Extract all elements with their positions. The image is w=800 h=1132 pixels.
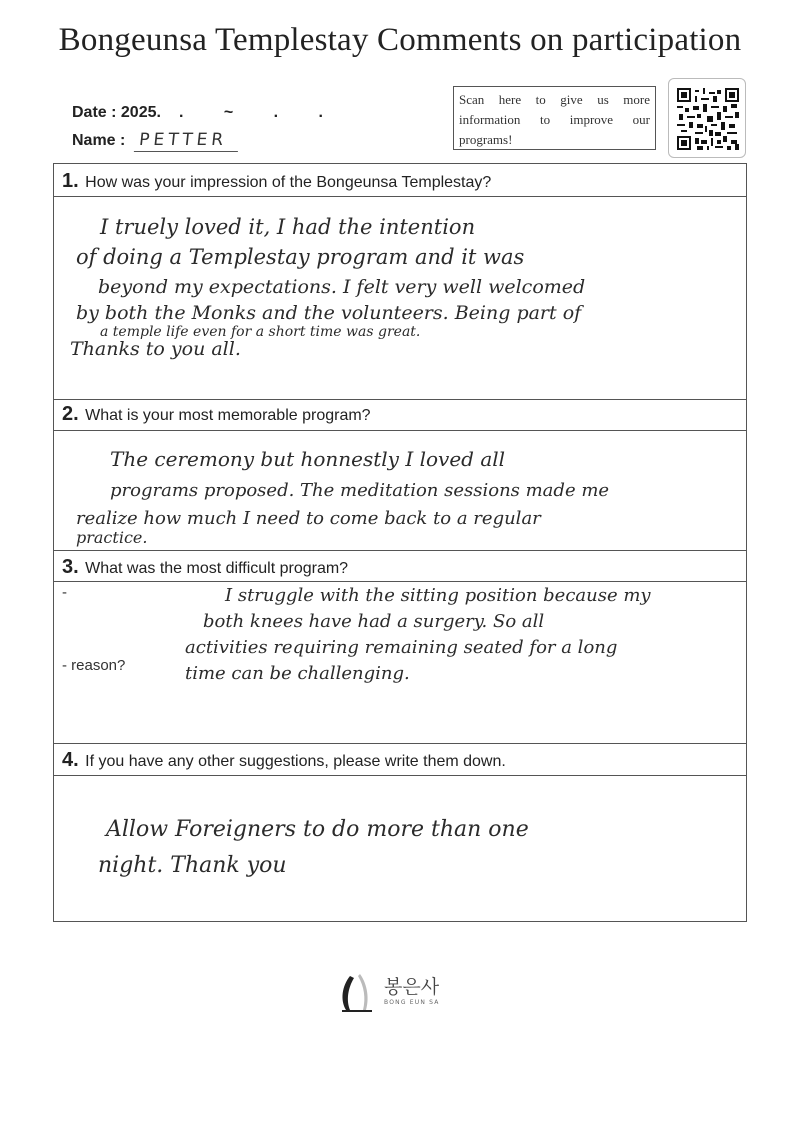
- answer-line: activities requiring remaining seated for a long: [185, 637, 618, 658]
- date-placeholder: . ~ . .: [178, 104, 341, 121]
- question-number: 4.: [62, 749, 79, 771]
- bongeunsa-logo: [336, 968, 466, 1018]
- date-label: Date : 2025.: [72, 104, 161, 121]
- question-text: How was your impression of the Bongeunsa Templestay?: [85, 174, 492, 191]
- answer-line: night. Thank you: [98, 853, 287, 878]
- divider: [53, 743, 747, 744]
- question-4: [62, 749, 506, 772]
- qr-code-icon[interactable]: [668, 78, 746, 158]
- divider: [53, 196, 747, 197]
- answer-1: [70, 212, 740, 358]
- answer-line: of doing a Templestay program and it was: [76, 245, 525, 269]
- answer-2: [70, 443, 740, 545]
- answer-line: programs proposed. The meditation sessions made me: [110, 480, 610, 501]
- divider: [53, 775, 747, 776]
- divider: [53, 581, 747, 582]
- question-number: 3.: [62, 556, 79, 578]
- scan-instruction-box: Scan here to give us more information to improve our programs!: [453, 86, 656, 150]
- name-field: [72, 130, 239, 152]
- answer-line: a temple life even for a short time was great.: [100, 324, 421, 340]
- answer-line: Thanks to you all.: [70, 338, 241, 360]
- divider: [53, 399, 747, 400]
- answer-line: both knees have had a surgery. So all: [203, 611, 545, 632]
- question-3: [62, 556, 348, 579]
- answer-3: [185, 583, 745, 687]
- question-1: [62, 170, 491, 193]
- answer-line: practice.: [76, 528, 148, 547]
- answer-line: I truely loved it, I had the intention: [100, 215, 476, 239]
- name-label: Name :: [72, 132, 126, 149]
- question-number: 1.: [62, 170, 79, 192]
- question-text: What is your most memorable program?: [85, 407, 371, 424]
- question-text: What was the most difficult program?: [85, 560, 349, 577]
- divider: [53, 430, 747, 431]
- answer-line: I struggle with the sitting position because my: [225, 585, 651, 606]
- answer-line: beyond my expectations. I felt very well welcomed: [98, 276, 586, 298]
- question-2: [62, 403, 371, 426]
- divider: [53, 550, 747, 551]
- name-value: PETTER: [134, 130, 240, 152]
- question-number: 2.: [62, 403, 79, 425]
- bongeunsa-logo-icon: [336, 970, 378, 1014]
- answer-line: time can be challenging.: [185, 663, 410, 684]
- logo-english: BONG EUN SA: [384, 999, 440, 1006]
- answer-line: by both the Monks and the volunteers. Being part of: [76, 302, 582, 324]
- answer-line: The ceremony but honnestly I loved all: [110, 447, 506, 471]
- program-dash: -: [62, 584, 67, 601]
- question-text: If you have any other suggestions, please write them down.: [85, 753, 506, 770]
- answer-4: [98, 812, 768, 884]
- reason-label: - reason?: [62, 657, 126, 674]
- answer-line: Allow Foreigners to do more than one: [106, 817, 529, 842]
- page-title: Bongeunsa Templestay Comments on participation: [58, 22, 742, 58]
- logo-korean: 봉은사: [384, 976, 440, 998]
- date-field: [72, 104, 341, 122]
- answer-line: realize how much I need to come back to a regular: [76, 508, 541, 529]
